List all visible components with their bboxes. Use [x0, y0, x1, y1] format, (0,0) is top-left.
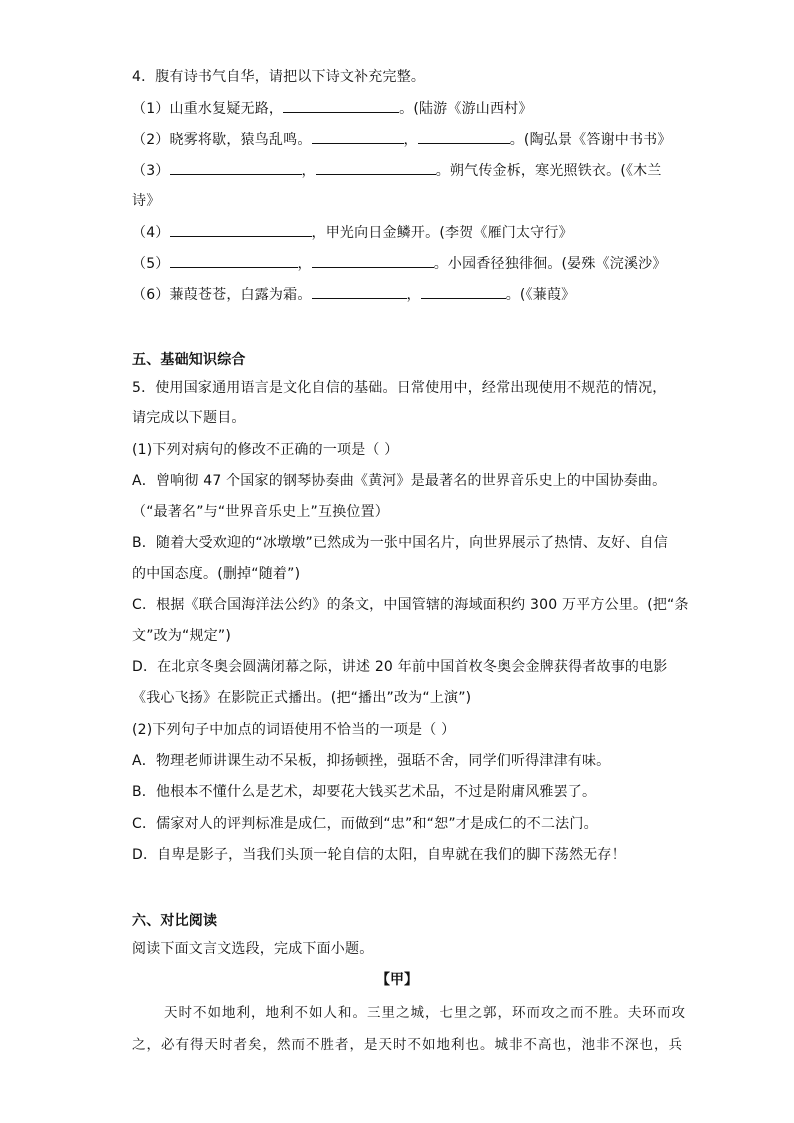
- answer-blank[interactable]: [312, 129, 404, 144]
- option-a-cont: （“最著名”与“世界音乐史上”互换位置）: [132, 504, 390, 520]
- option-c: C．根据《联合国海洋法公约》的条文，中国管辖的海域面积约 300 万平方公里。(把“条: [132, 597, 689, 613]
- q5-sub2-prompt: (2)下列句子中加点的词语使用不恰当的一项是（ ）: [132, 722, 456, 738]
- q5-line: 5．使用国家通用语言是文化自信的基础。日常使用中，经常出现使用不规范的情况，: [132, 380, 667, 396]
- option-d: D．在北京冬奥会圆满闭幕之际，讲述 20 年前中国首枚冬奥会金牌获得者故事的电影: [132, 659, 668, 675]
- q4-item-2: （2）晓雾将歇，猿鸟乱鸣。 ， 。(陶弘景《答谢中书书》: [132, 129, 672, 150]
- answer-blank[interactable]: [316, 160, 436, 175]
- q4-item-3-cont: 诗》: [132, 193, 161, 209]
- passage-line: 天时不如地利，地利不如人和。三里之城，七里之郭，环而攻之而不胜。夫环而攻: [164, 1005, 686, 1021]
- answer-blank[interactable]: [170, 222, 312, 237]
- q4-item-5: （5） ， 。小园香径独徘徊。(晏殊《浣溪沙》: [132, 253, 667, 274]
- answer-blank[interactable]: [418, 129, 510, 144]
- option-d: D．自卑是影子，当我们头顶一轮自信的太阳，自卑就在我们的脚下荡然无存！: [132, 847, 626, 863]
- passage-title: 【甲】: [376, 972, 418, 988]
- section-5-heading: 五、基础知识综合: [132, 352, 246, 368]
- section-6-intro: 阅读下面文言文选段，完成下面小题。: [132, 941, 374, 957]
- question-4-stem: 4．腹有诗书气自华，请把以下诗文补充完整。: [132, 69, 426, 85]
- q4-item-6: （6）蒹葭苍苍，白露为霜。 ， 。(《蒹葭》: [132, 284, 575, 305]
- section-6-heading: 六、对比阅读: [132, 913, 218, 929]
- answer-blank[interactable]: [170, 160, 302, 175]
- answer-blank[interactable]: [170, 253, 298, 268]
- option-a: A．曾响彻 47 个国家的钢琴协奏曲《黄河》是最著名的世界音乐史上的中国协奏曲。: [132, 473, 667, 489]
- option-b: B．随着大受欢迎的“冰墩墩”已然成为一张中国名片，向世界展示了热情、友好、自信: [132, 535, 668, 551]
- q5-sub1-prompt: (1)下列对病句的修改不正确的一项是（ ）: [132, 442, 399, 458]
- option-c: C．儒家对人的评判标准是成仁，而做到“忠”和“恕”才是成仁的不二法门。: [132, 816, 598, 832]
- option-a: A．物理老师讲课生动不呆板，抑扬顿挫，强聒不舍，同学们听得津津有味。: [132, 753, 611, 769]
- option-c-cont: 文”改为“规定”): [132, 628, 232, 644]
- option-b-cont: 的中国态度。(删掉“随着”): [132, 566, 301, 582]
- answer-blank[interactable]: [283, 98, 399, 113]
- q4-item-3: （3） ， 。朔气传金柝，寒光照铁衣。(《木兰: [132, 160, 662, 181]
- q4-item-4: （4） ，甲光向日金鳞开。(李贺《雁门太守行》: [132, 222, 573, 243]
- q4-item-1: （1）山重水复疑无路， 。(陆游《游山西村》: [132, 98, 533, 119]
- answer-blank[interactable]: [312, 253, 434, 268]
- option-d-cont: 《我心飞扬》在影院正式播出。(把“播出”改为“上演”): [132, 690, 472, 706]
- passage-line: 之，必有得天时者矣，然而不胜者，是天时不如地利也。城非不高也，池非不深也，兵: [132, 1037, 683, 1053]
- answer-blank[interactable]: [312, 284, 407, 299]
- option-b: B．他根本不懂什么是艺术，却要花大钱买艺术品，不过是附庸风雅罢了。: [132, 784, 597, 800]
- q5-line: 请完成以下题目。: [132, 410, 246, 426]
- answer-blank[interactable]: [421, 284, 506, 299]
